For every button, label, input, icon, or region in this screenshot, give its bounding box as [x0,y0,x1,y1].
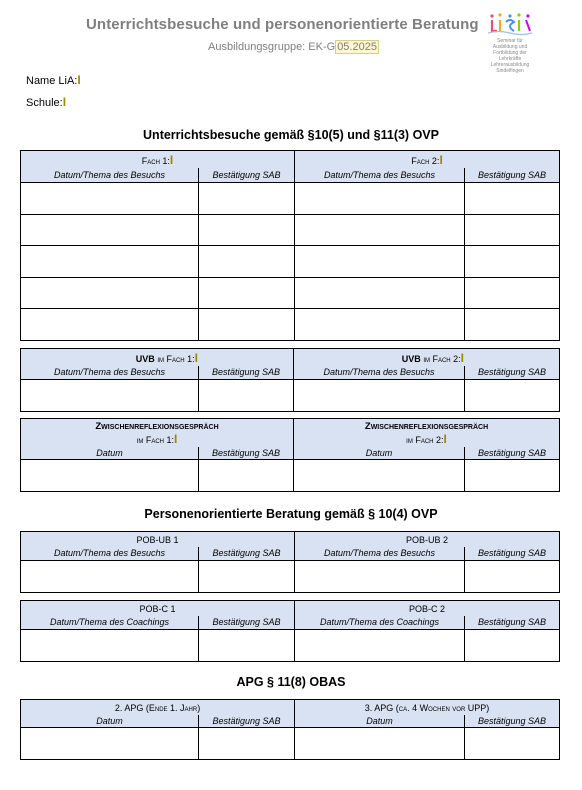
col-datum-thema: Datum/Thema des Besuchs [295,547,465,561]
zwischen-fach1-header-line1: Zwischenreflexionsgespräch [21,419,294,433]
table-cell[interactable] [21,309,199,341]
document-title: Unterrichtsbesuche und personenorientierte Beratung [86,16,479,33]
table-cell[interactable] [465,380,560,412]
pob-ub1-header: POB-UB 1 [21,532,295,547]
col-datum-thema-coaching: Datum/Thema des Coachings [21,616,199,630]
uvb-fach2-header[interactable]: UVB im Fach 2:I [294,349,560,366]
zwischenreflexion-table [20,418,560,492]
table-cell[interactable] [199,309,295,341]
col-bestaetigung: Bestätigung SAB [199,447,294,460]
logo-caption: Seminar für Ausbildung und Fortbildung der Lehrkräfte Lehrerausbildung Sindelfingen [490,38,530,74]
text-cursor-icon: I [169,152,174,167]
pob-ub2-header: POB-UB 2 [295,532,560,547]
col-bestaetigung: Bestätigung SAB [465,447,560,460]
table-cell[interactable] [295,630,465,662]
col-bestaetigung: Bestätigung SAB [199,366,294,380]
table-cell[interactable] [465,460,560,492]
apg2-header: 2. APG (Ende 1. Jahr) [21,700,295,715]
section-heading-apg: APG § 11(8) OBAS [236,675,346,689]
col-bestaetigung: Bestätigung SAB [199,715,295,728]
col-bestaetigung: Bestätigung SAB [199,168,295,183]
table-cell[interactable] [465,309,560,341]
col-datum-thema: Datum/Thema des Besuchs [295,168,465,183]
col-datum-thema: Datum/Thema des Besuchs [21,168,199,183]
section-heading-personenorientierte-beratung: Personenorientierte Beratung gemäß § 10(4) OVP [144,507,438,521]
pob-c1-header: POB-C 1 [21,601,295,616]
name-lia-label: Name LiA: [26,75,78,87]
table-cell[interactable] [199,630,295,662]
col-bestaetigung: Bestätigung SAB [199,616,295,630]
table-cell[interactable] [465,728,560,760]
table-cell[interactable] [465,183,560,215]
table-cell[interactable] [21,561,199,593]
text-cursor-icon: I [443,432,447,446]
seminar-logo [486,12,534,74]
col-datum: Datum [21,715,199,728]
table-cell[interactable] [199,246,295,278]
uvb-fach1-header[interactable]: UVB im Fach 1:I [21,349,294,366]
text-cursor-icon: I [174,432,178,446]
pob-ub-table [20,531,560,593]
table-cell[interactable] [21,183,199,215]
col-datum-thema: Datum/Thema des Besuchs [21,366,199,380]
school-field[interactable] [26,97,66,109]
table-cell[interactable] [295,309,465,341]
text-cursor-icon: I [194,350,198,365]
apg3-header: 3. APG (ca. 4 Wochen vor UPP) [295,700,560,715]
fach2-header[interactable]: Fach 2:I [295,151,560,168]
apg-table [20,699,560,760]
table-cell[interactable] [21,380,199,412]
col-datum: Datum [295,715,465,728]
col-bestaetigung: Bestätigung SAB [465,715,560,728]
table-cell[interactable] [21,460,199,492]
table-cell[interactable] [199,277,295,309]
table-cell[interactable] [294,380,465,412]
table-cell[interactable] [465,561,560,593]
table-cell[interactable] [199,728,295,760]
pob-c-table [20,600,560,662]
table-cell[interactable] [199,561,295,593]
table-cell[interactable] [295,561,465,593]
table-cell[interactable] [199,214,295,246]
group-label: Ausbildungsgruppe: EK-G [208,41,336,53]
table-cell[interactable] [465,630,560,662]
table-cell[interactable] [465,277,560,309]
group-line [208,41,379,53]
table-cell[interactable] [295,728,465,760]
text-cursor-icon: I [77,73,81,87]
col-datum-thema: Datum/Thema des Besuchs [21,547,199,561]
zwischen-fach2-header-line2[interactable]: im Fach 2:I [294,433,560,447]
table-cell[interactable] [21,246,199,278]
table-cell[interactable] [295,183,465,215]
table-cell[interactable] [295,277,465,309]
logo-letters-icon [486,12,534,36]
col-datum: Datum [294,447,465,460]
col-datum: Datum [21,447,199,460]
zwischen-fach2-header-line1: Zwischenreflexionsgespräch [294,419,560,433]
zwischen-fach1-header-line2[interactable]: im Fach 1:I [21,433,294,447]
school-label: Schule: [26,97,63,109]
table-cell[interactable] [295,246,465,278]
col-datum-thema-coaching: Datum/Thema des Coachings [295,616,465,630]
col-bestaetigung: Bestätigung SAB [465,168,560,183]
section-heading-unterrichtsbesuche: Unterrichtsbesuche gemäß §10(5) und §11(3) OVP [143,128,439,142]
pob-c2-header: POB-C 2 [295,601,560,616]
table-cell[interactable] [294,460,465,492]
text-cursor-icon: I [460,350,464,365]
text-cursor-icon: I [439,152,443,167]
uvb-table [20,348,560,412]
fach1-header[interactable]: Fach 1:I [21,151,295,168]
table-cell[interactable] [21,214,199,246]
name-lia-field[interactable] [26,75,81,87]
table-cell[interactable] [465,214,560,246]
table-cell[interactable] [21,277,199,309]
fach-table [20,150,560,341]
col-bestaetigung: Bestätigung SAB [465,616,560,630]
table-cell[interactable] [295,214,465,246]
col-bestaetigung: Bestätigung SAB [199,547,295,561]
col-bestaetigung: Bestätigung SAB [465,366,560,380]
table-cell[interactable] [21,728,199,760]
table-cell[interactable] [199,183,295,215]
table-cell[interactable] [21,630,199,662]
col-bestaetigung: Bestätigung SAB [465,547,560,561]
text-cursor-icon: I [62,95,67,109]
group-date-field[interactable]: 05.2025 [337,41,377,53]
table-cell[interactable] [199,380,294,412]
table-cell[interactable] [465,246,560,278]
table-cell[interactable] [199,460,294,492]
col-datum-thema: Datum/Thema des Besuchs [294,366,465,380]
